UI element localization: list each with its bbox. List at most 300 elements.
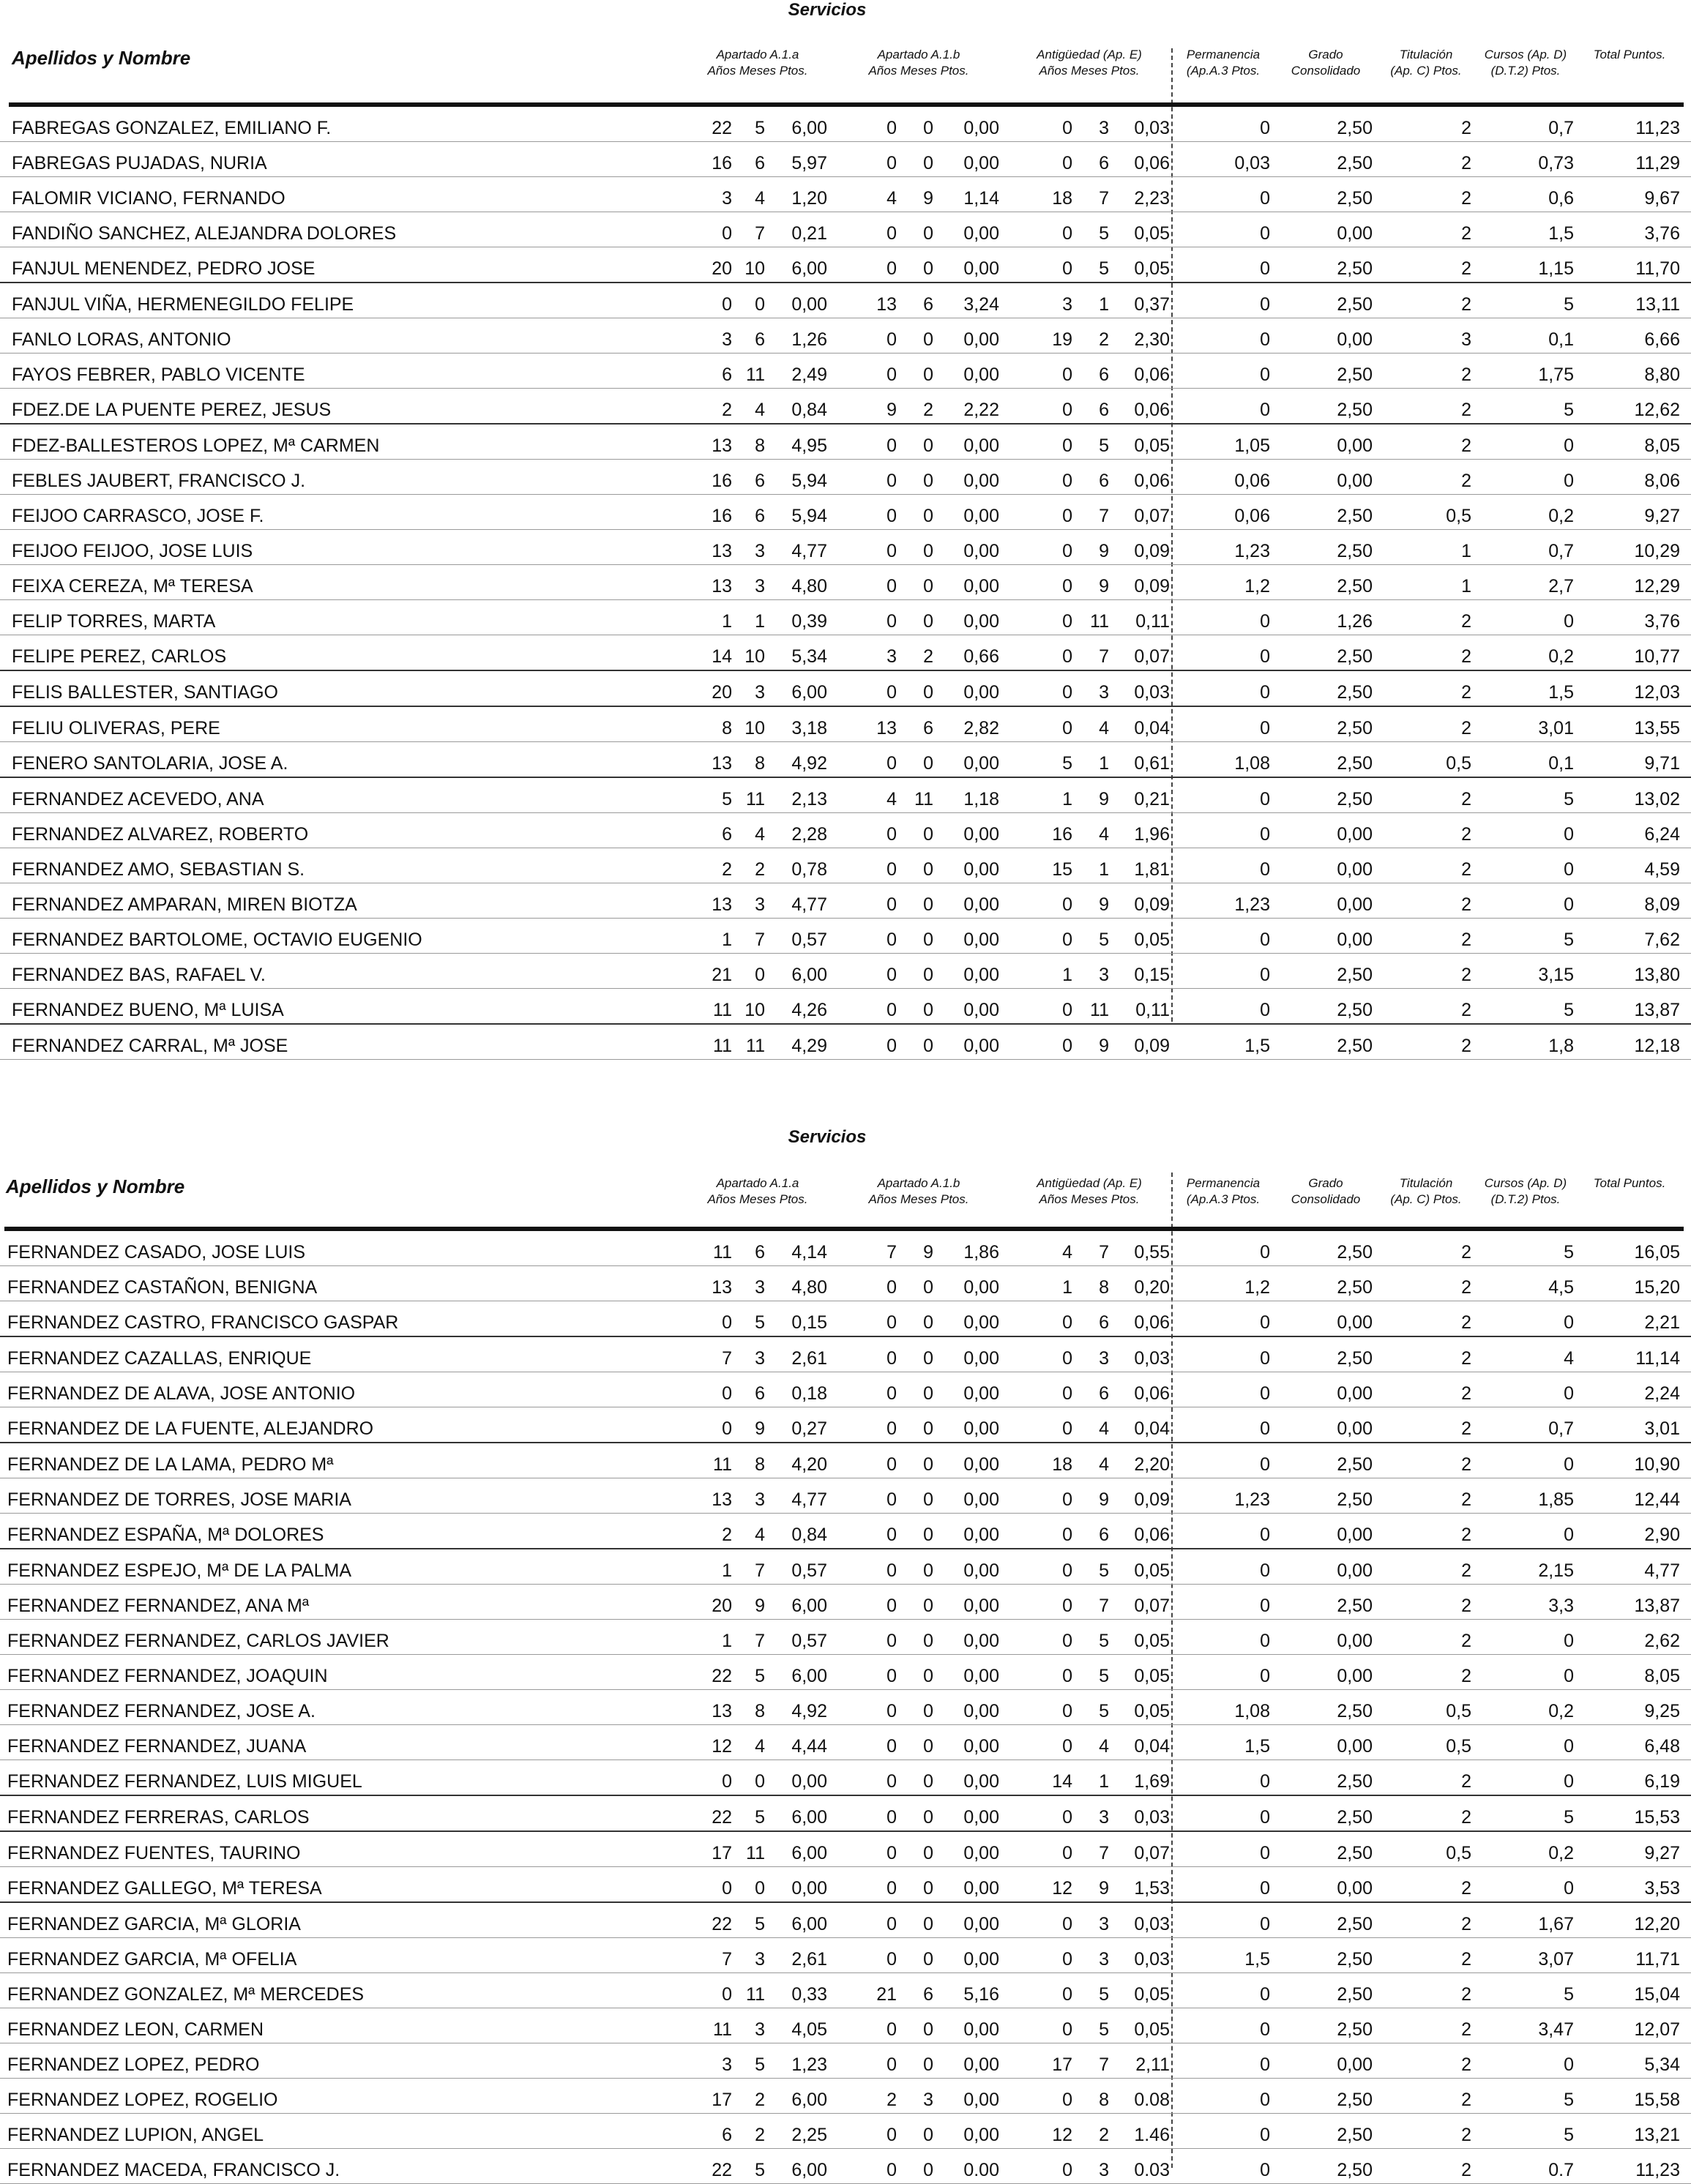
a1b-points: 0,00 bbox=[963, 506, 999, 526]
person-name: FERNANDEZ ALVAREZ, ROBERTO bbox=[12, 824, 309, 845]
a1a-months: 3 bbox=[755, 1489, 765, 1510]
total-points: 10,29 bbox=[1634, 541, 1680, 561]
a1a-header-line-2: Años Meses Ptos. bbox=[707, 64, 808, 78]
cursos-points: 3,3 bbox=[1548, 1596, 1574, 1616]
total-points: 11,23 bbox=[1635, 2160, 1680, 2180]
antiguedad-years: 16 bbox=[1052, 824, 1072, 845]
a1b-years: 0 bbox=[886, 118, 897, 138]
titulacion-column-header bbox=[1379, 1175, 1473, 1208]
antiguedad-months: 5 bbox=[1099, 1984, 1109, 2005]
permanencia-points: 0 bbox=[1260, 329, 1270, 350]
antiguedad-points: 0,06 bbox=[1134, 1383, 1170, 1404]
titulacion-points: 2 bbox=[1461, 1914, 1471, 1934]
a1b-points: 0,00 bbox=[963, 1277, 999, 1298]
a1b-years: 0 bbox=[886, 753, 897, 774]
grado-points: 2,50 bbox=[1337, 1984, 1373, 2005]
antiguedad-points: 0,04 bbox=[1134, 1418, 1170, 1439]
a1b-months: 0 bbox=[923, 1843, 933, 1863]
person-name: FERNANDEZ GONZALEZ, Mª MERCEDES bbox=[7, 1984, 365, 2005]
permanencia-points: 0 bbox=[1260, 1000, 1270, 1020]
a1a-years: 3 bbox=[722, 329, 732, 350]
a1b-months: 0 bbox=[923, 1949, 933, 1970]
permanencia-points: 0 bbox=[1260, 824, 1270, 845]
a1a-points: 4,80 bbox=[791, 1277, 827, 1298]
permanencia-header-line-1: Permanencia bbox=[1186, 1176, 1261, 1190]
cursos-points: 5 bbox=[1564, 789, 1574, 809]
permanencia-points: 0,06 bbox=[1234, 471, 1270, 491]
a1b-months: 0 bbox=[923, 1807, 933, 1828]
a1a-months: 4 bbox=[755, 400, 765, 420]
a1a-header-line-2: Años Meses Ptos. bbox=[707, 1192, 808, 1206]
antiguedad-months: 7 bbox=[1099, 1596, 1109, 1616]
cursos-points: 3,15 bbox=[1538, 965, 1574, 985]
antiguedad-points: 0,05 bbox=[1134, 223, 1170, 244]
a1a-months: 2 bbox=[755, 859, 765, 880]
titulacion-header-line-1: Titulación bbox=[1399, 1176, 1453, 1190]
total-points: 13,11 bbox=[1635, 294, 1680, 315]
cursos-header-line-1: Cursos (Ap. D) bbox=[1484, 48, 1567, 61]
permanencia-points: 1,5 bbox=[1244, 1949, 1270, 1970]
antiguedad-points: 0,55 bbox=[1134, 1242, 1170, 1263]
antiguedad-months: 9 bbox=[1099, 789, 1109, 809]
table-row bbox=[0, 530, 1691, 565]
titulacion-points: 2 bbox=[1461, 1312, 1471, 1333]
total-points: 8,05 bbox=[1644, 435, 1680, 456]
total-points: 3,53 bbox=[1644, 1878, 1680, 1899]
a1b-months: 0 bbox=[923, 471, 933, 491]
titulacion-points: 2 bbox=[1461, 789, 1471, 809]
permanencia-points: 0 bbox=[1260, 2054, 1270, 2075]
titulacion-points: 2 bbox=[1461, 400, 1471, 420]
a1a-years: 11 bbox=[713, 1242, 732, 1263]
a1a-months: 2 bbox=[755, 2090, 765, 2110]
a1a-points: 0,27 bbox=[791, 1418, 827, 1439]
table-row bbox=[0, 778, 1691, 813]
cursos-points: 0 bbox=[1564, 824, 1574, 845]
antiguedad-years: 0 bbox=[1062, 1666, 1072, 1686]
person-name: FANJUL MENENDEZ, PEDRO JOSE bbox=[12, 258, 316, 279]
titulacion-points: 2 bbox=[1461, 894, 1471, 915]
person-name: FERNANDEZ GARCIA, Mª GLORIA bbox=[7, 1914, 301, 1934]
table-row bbox=[0, 2079, 1691, 2114]
a1b-years: 0 bbox=[886, 1878, 897, 1899]
a1b-months: 0 bbox=[923, 364, 933, 385]
a1a-years: 0 bbox=[722, 223, 732, 244]
permanencia-points: 0 bbox=[1260, 188, 1270, 209]
a1a-points: 4,14 bbox=[791, 1242, 827, 1263]
a1a-years: 11 bbox=[713, 1454, 732, 1475]
a1b-months: 0 bbox=[923, 2019, 933, 2040]
total-points: 12,20 bbox=[1634, 1914, 1680, 1934]
table-row bbox=[0, 1690, 1691, 1725]
antiguedad-months: 4 bbox=[1099, 1418, 1109, 1439]
a1b-months: 0 bbox=[923, 930, 933, 950]
grado-header-line-1: Grado bbox=[1308, 48, 1343, 61]
antiguedad-points: 0,11 bbox=[1135, 1000, 1170, 1020]
total-points: 4,77 bbox=[1644, 1560, 1680, 1581]
a1b-points: 0,00 bbox=[963, 1348, 999, 1369]
grado-points: 0,00 bbox=[1337, 930, 1373, 950]
a1a-years: 7 bbox=[722, 1949, 732, 1970]
grado-points: 0,00 bbox=[1337, 329, 1373, 350]
total-points: 12,18 bbox=[1634, 1036, 1680, 1056]
antiguedad-years: 0 bbox=[1062, 400, 1072, 420]
a1a-months: 7 bbox=[755, 1631, 765, 1651]
grado-points: 0,00 bbox=[1337, 1736, 1373, 1757]
grado-points: 2,50 bbox=[1337, 1701, 1373, 1721]
antiguedad-points: 0,07 bbox=[1134, 1596, 1170, 1616]
titulacion-points: 2 bbox=[1461, 1036, 1471, 1056]
a1a-points: 2,28 bbox=[791, 824, 827, 845]
a1a-months: 3 bbox=[755, 894, 765, 915]
table-body-2 bbox=[0, 1231, 1691, 2184]
titulacion-points: 0,5 bbox=[1446, 1701, 1471, 1721]
cursos-points: 0 bbox=[1564, 611, 1574, 632]
a1a-years: 11 bbox=[713, 1036, 732, 1056]
cursos-points: 0,7 bbox=[1548, 541, 1574, 561]
a1b-points: 1,86 bbox=[963, 1242, 999, 1263]
a1a-points: 0,00 bbox=[791, 1771, 827, 1792]
grado-points: 2,50 bbox=[1337, 1036, 1373, 1056]
antiguedad-months: 4 bbox=[1099, 718, 1109, 738]
cursos-points: 0 bbox=[1564, 435, 1574, 456]
grado-points: 2,50 bbox=[1337, 400, 1373, 420]
antiguedad-points: 0,06 bbox=[1134, 471, 1170, 491]
cursos-points: 0 bbox=[1564, 1736, 1574, 1757]
antiguedad-points: 0,11 bbox=[1135, 611, 1170, 632]
antiguedad-years: 17 bbox=[1052, 2054, 1072, 2075]
titulacion-points: 2 bbox=[1461, 1666, 1471, 1686]
titulacion-points: 3 bbox=[1461, 329, 1471, 350]
antiguedad-points: 0,37 bbox=[1134, 294, 1170, 315]
cursos-points: 3,07 bbox=[1538, 1949, 1574, 1970]
a1b-years: 0 bbox=[886, 506, 897, 526]
person-name: FERNANDEZ CARRAL, Mª JOSE bbox=[12, 1036, 288, 1056]
titulacion-points: 0,5 bbox=[1446, 1843, 1471, 1863]
person-name: FERNANDEZ CASADO, JOSE LUIS bbox=[7, 1242, 306, 1263]
person-name: FALOMIR VICIANO, FERNANDO bbox=[12, 188, 285, 209]
antiguedad-points: 1,96 bbox=[1134, 824, 1170, 845]
titulacion-points: 2 bbox=[1461, 1949, 1471, 1970]
grado-points: 0,00 bbox=[1337, 1383, 1373, 1404]
a1b-points: 2,82 bbox=[963, 718, 999, 738]
a1a-months: 10 bbox=[744, 258, 765, 279]
cursos-points: 1,67 bbox=[1538, 1914, 1574, 1934]
total-points: 2,24 bbox=[1644, 1383, 1680, 1404]
a1b-months: 9 bbox=[923, 188, 933, 209]
a1a-months: 6 bbox=[755, 329, 765, 350]
antiguedad-years: 0 bbox=[1062, 2090, 1072, 2110]
a1a-points: 4,44 bbox=[791, 1736, 827, 1757]
antiguedad-years: 19 bbox=[1052, 329, 1072, 350]
antiguedad-points: 0,03 bbox=[1134, 682, 1170, 703]
grado-points: 2,50 bbox=[1337, 1277, 1373, 1298]
a1b-months: 0 bbox=[923, 859, 933, 880]
a1a-points: 0,00 bbox=[791, 1878, 827, 1899]
a1a-points: 6,00 bbox=[791, 118, 827, 138]
permanencia-points: 1,5 bbox=[1244, 1036, 1270, 1056]
grado-points: 2,50 bbox=[1337, 294, 1373, 315]
table-row bbox=[0, 671, 1691, 707]
total-points: 11,23 bbox=[1635, 118, 1680, 138]
a1b-months: 9 bbox=[923, 1242, 933, 1263]
permanencia-header-line-1: Permanencia bbox=[1186, 48, 1261, 61]
antiguedad-points: 0,09 bbox=[1134, 1036, 1170, 1056]
grado-points: 2,50 bbox=[1337, 1454, 1373, 1475]
antiguedad-months: 1 bbox=[1099, 1771, 1109, 1792]
antiguedad-header-line-2: Años Meses Ptos. bbox=[1039, 1192, 1140, 1206]
person-name: FERNANDEZ FERNANDEZ, JUANA bbox=[7, 1736, 307, 1757]
antiguedad-months: 7 bbox=[1099, 646, 1109, 667]
a1b-points: 0,00 bbox=[963, 859, 999, 880]
permanencia-points: 1,23 bbox=[1234, 1489, 1270, 1510]
a1a-years: 1 bbox=[722, 1560, 732, 1581]
total-points: 6,66 bbox=[1644, 329, 1680, 350]
a1b-months: 2 bbox=[923, 646, 933, 667]
antiguedad-years: 0 bbox=[1062, 1036, 1072, 1056]
total-column-header bbox=[1580, 47, 1679, 63]
grado-points: 2,50 bbox=[1337, 682, 1373, 703]
a1a-months: 11 bbox=[746, 364, 765, 385]
titulacion-points: 2 bbox=[1461, 2160, 1471, 2180]
a1b-years: 0 bbox=[886, 576, 897, 597]
permanencia-points: 0 bbox=[1260, 2160, 1270, 2180]
titulacion-points: 2 bbox=[1461, 930, 1471, 950]
table-row bbox=[0, 1725, 1691, 1760]
antiguedad-points: 0,05 bbox=[1134, 1560, 1170, 1581]
cursos-points: 0 bbox=[1564, 1312, 1574, 1333]
antiguedad-years: 0 bbox=[1062, 153, 1072, 173]
a1a-years: 0 bbox=[722, 1771, 732, 1792]
table-row bbox=[0, 318, 1691, 354]
a1b-header-line-2: Años Meses Ptos. bbox=[868, 1192, 969, 1206]
person-name: FDEZ.DE LA PUENTE PEREZ, JESUS bbox=[12, 400, 332, 420]
a1a-years: 22 bbox=[712, 1914, 732, 1934]
a1b-points: 0,00 bbox=[963, 1736, 999, 1757]
person-name: FABREGAS PUJADAS, NURIA bbox=[12, 153, 267, 173]
total-points: 13,87 bbox=[1634, 1000, 1680, 1020]
cursos-header-line-2: (D.T.2) Ptos. bbox=[1490, 1192, 1561, 1206]
permanencia-points: 1,23 bbox=[1234, 541, 1270, 561]
permanencia-points: 0 bbox=[1260, 1312, 1270, 1333]
antiguedad-points: 0,03 bbox=[1134, 1914, 1170, 1934]
person-name: FERNANDEZ DE TORRES, JOSE MARIA bbox=[7, 1489, 351, 1510]
permanencia-points: 0 bbox=[1260, 1807, 1270, 1828]
person-name: FERNANDEZ FERNANDEZ, LUIS MIGUEL bbox=[7, 1771, 362, 1792]
a1a-points: 1,20 bbox=[791, 188, 827, 209]
a1a-months: 3 bbox=[755, 1277, 765, 1298]
titulacion-points: 2 bbox=[1461, 824, 1471, 845]
cursos-points: 0,2 bbox=[1548, 1843, 1574, 1863]
permanencia-points: 0 bbox=[1260, 1984, 1270, 2005]
a1b-years: 0 bbox=[886, 471, 897, 491]
a1b-years: 0 bbox=[886, 1596, 897, 1616]
antiguedad-years: 0 bbox=[1062, 435, 1072, 456]
total-points: 6,24 bbox=[1644, 824, 1680, 845]
a1a-points: 6,00 bbox=[791, 1596, 827, 1616]
a1a-months: 6 bbox=[755, 1383, 765, 1404]
titulacion-points: 2 bbox=[1461, 1277, 1471, 1298]
titulacion-points: 2 bbox=[1461, 1454, 1471, 1475]
cursos-points: 0 bbox=[1564, 1771, 1574, 1792]
a1b-years: 0 bbox=[886, 153, 897, 173]
antiguedad-months: 7 bbox=[1099, 1843, 1109, 1863]
table-row bbox=[0, 283, 1691, 318]
antiguedad-years: 0 bbox=[1062, 1843, 1072, 1863]
table-row bbox=[0, 495, 1691, 530]
grado-points: 2,50 bbox=[1337, 1489, 1373, 1510]
total-points: 13,21 bbox=[1634, 2125, 1680, 2145]
antiguedad-years: 18 bbox=[1052, 188, 1072, 209]
total-header-line-1: Total Puntos. bbox=[1593, 1176, 1666, 1190]
table-row bbox=[0, 742, 1691, 778]
total-points: 8,05 bbox=[1644, 1666, 1680, 1686]
antiguedad-points: 0.08 bbox=[1134, 2090, 1170, 2110]
permanencia-points: 0,03 bbox=[1234, 153, 1270, 173]
table-row bbox=[0, 600, 1691, 635]
permanencia-points: 0 bbox=[1260, 1418, 1270, 1439]
titulacion-points: 2 bbox=[1461, 1525, 1471, 1545]
a1b-points: 3,24 bbox=[963, 294, 999, 315]
antiguedad-points: 0,04 bbox=[1134, 1736, 1170, 1757]
titulacion-points: 2 bbox=[1461, 2090, 1471, 2110]
grado-points: 2,50 bbox=[1337, 2160, 1373, 2180]
antiguedad-months: 6 bbox=[1099, 1525, 1109, 1545]
table-row bbox=[0, 142, 1691, 177]
cursos-points: 5 bbox=[1564, 2090, 1574, 2110]
a1a-years: 20 bbox=[712, 1596, 732, 1616]
a1a-months: 4 bbox=[755, 1736, 765, 1757]
grado-points: 2,50 bbox=[1337, 1242, 1373, 1263]
cursos-points: 0,6 bbox=[1548, 188, 1574, 209]
a1a-points: 4,92 bbox=[791, 753, 827, 774]
antiguedad-years: 0 bbox=[1062, 1312, 1072, 1333]
a1b-points: 0,00 bbox=[963, 1631, 999, 1651]
cursos-points: 0 bbox=[1564, 1631, 1574, 1651]
a1a-years: 11 bbox=[713, 1000, 732, 1020]
grado-points: 0,00 bbox=[1337, 1666, 1373, 1686]
a1b-years: 0 bbox=[886, 1277, 897, 1298]
titulacion-points: 2 bbox=[1461, 1383, 1471, 1404]
antiguedad-years: 0 bbox=[1062, 1525, 1072, 1545]
cursos-points: 1,75 bbox=[1538, 364, 1574, 385]
a1b-months: 3 bbox=[923, 2090, 933, 2110]
grado-header-line-2: Consolidado bbox=[1291, 64, 1361, 78]
a1a-points: 2,49 bbox=[791, 364, 827, 385]
a1b-points: 0,00 bbox=[963, 435, 999, 456]
grado-points: 2,50 bbox=[1337, 1843, 1373, 1863]
a1b-years: 0 bbox=[886, 1036, 897, 1056]
a1a-months: 5 bbox=[755, 1666, 765, 1686]
permanencia-points: 1,05 bbox=[1234, 435, 1270, 456]
permanencia-column-header bbox=[1176, 1175, 1271, 1208]
antiguedad-points: 0,03 bbox=[1134, 1807, 1170, 1828]
antiguedad-years: 0 bbox=[1062, 364, 1072, 385]
antiguedad-points: 2,11 bbox=[1135, 2054, 1170, 2075]
antiguedad-points: 0,09 bbox=[1134, 894, 1170, 915]
total-points: 12,07 bbox=[1634, 2019, 1680, 2040]
grado-points: 0,00 bbox=[1337, 2054, 1373, 2075]
antiguedad-months: 5 bbox=[1099, 223, 1109, 244]
grado-points: 0,00 bbox=[1337, 1878, 1373, 1899]
cursos-points: 0 bbox=[1564, 1525, 1574, 1545]
cursos-header-line-1: Cursos (Ap. D) bbox=[1484, 1176, 1567, 1190]
a1b-points: 0,00 bbox=[963, 1596, 999, 1616]
person-name: FEBLES JAUBERT, FRANCISCO J. bbox=[12, 471, 306, 491]
a1b-months: 0 bbox=[923, 2054, 933, 2075]
a1a-years: 1 bbox=[722, 1631, 732, 1651]
cursos-points: 0,1 bbox=[1548, 753, 1574, 774]
antiguedad-points: 0,05 bbox=[1134, 930, 1170, 950]
cursos-points: 0,73 bbox=[1538, 153, 1574, 173]
permanencia-header-line-2: (Ap.A.3 Ptos. bbox=[1186, 64, 1261, 78]
antiguedad-months: 8 bbox=[1099, 2090, 1109, 2110]
person-name: FELIS BALLESTER, SANTIAGO bbox=[12, 682, 279, 703]
titulacion-points: 2 bbox=[1461, 1348, 1471, 1369]
antiguedad-months: 3 bbox=[1099, 1949, 1109, 1970]
table-row bbox=[0, 1585, 1691, 1620]
antiguedad-years: 0 bbox=[1062, 506, 1072, 526]
antiguedad-years: 0 bbox=[1062, 1701, 1072, 1721]
a1a-points: 4,77 bbox=[791, 1489, 827, 1510]
a1a-months: 4 bbox=[755, 824, 765, 845]
a1b-years: 0 bbox=[886, 1666, 897, 1686]
antiguedad-months: 9 bbox=[1099, 894, 1109, 915]
a1a-points: 5,97 bbox=[791, 153, 827, 173]
cursos-points: 1,85 bbox=[1538, 1489, 1574, 1510]
antiguedad-points: 2,23 bbox=[1134, 188, 1170, 209]
cursos-points: 0,1 bbox=[1548, 329, 1574, 350]
grado-points: 2,50 bbox=[1337, 1000, 1373, 1020]
cursos-points: 0,2 bbox=[1548, 506, 1574, 526]
a1b-points: 0,00 bbox=[963, 153, 999, 173]
total-points: 8,06 bbox=[1644, 471, 1680, 491]
antiguedad-years: 0 bbox=[1062, 2160, 1072, 2180]
antiguedad-years: 0 bbox=[1062, 2019, 1072, 2040]
cursos-header-line-2: (D.T.2) Ptos. bbox=[1490, 64, 1561, 78]
total-points: 3,76 bbox=[1644, 611, 1680, 632]
antiguedad-points: 0,05 bbox=[1134, 435, 1170, 456]
antiguedad-years: 0 bbox=[1062, 1489, 1072, 1510]
a1b-years: 0 bbox=[886, 611, 897, 632]
grado-points: 0,00 bbox=[1337, 859, 1373, 880]
person-name: FEIJOO CARRASCO, JOSE F. bbox=[12, 506, 264, 526]
grado-points: 2,50 bbox=[1337, 2019, 1373, 2040]
antiguedad-points: 0,06 bbox=[1134, 153, 1170, 173]
grado-points: 2,50 bbox=[1337, 258, 1373, 279]
grado-points: 2,50 bbox=[1337, 2090, 1373, 2110]
person-name: FERNANDEZ ESPAÑA, Mª DOLORES bbox=[7, 1525, 324, 1545]
a1b-months: 0 bbox=[923, 1489, 933, 1510]
cursos-points: 0 bbox=[1564, 1878, 1574, 1899]
table-row bbox=[0, 1973, 1691, 2008]
total-points: 6,48 bbox=[1644, 1736, 1680, 1757]
grado-points: 0,00 bbox=[1337, 1631, 1373, 1651]
a1a-months: 0 bbox=[755, 965, 765, 985]
cursos-points: 2,15 bbox=[1538, 1560, 1574, 1581]
cursos-points: 1,15 bbox=[1538, 258, 1574, 279]
table-row bbox=[0, 1903, 1691, 1938]
antiguedad-months: 3 bbox=[1099, 1914, 1109, 1934]
person-name: FEIXA CEREZA, Mª TERESA bbox=[12, 576, 253, 597]
antiguedad-months: 6 bbox=[1099, 1383, 1109, 1404]
antiguedad-months: 9 bbox=[1099, 576, 1109, 597]
a1a-months: 8 bbox=[755, 1701, 765, 1721]
a1b-points: 0,00 bbox=[963, 965, 999, 985]
person-name: FERNANDEZ FERNANDEZ, JOAQUIN bbox=[7, 1666, 328, 1686]
table-row bbox=[0, 919, 1691, 954]
a1b-years: 0 bbox=[886, 2160, 897, 2180]
